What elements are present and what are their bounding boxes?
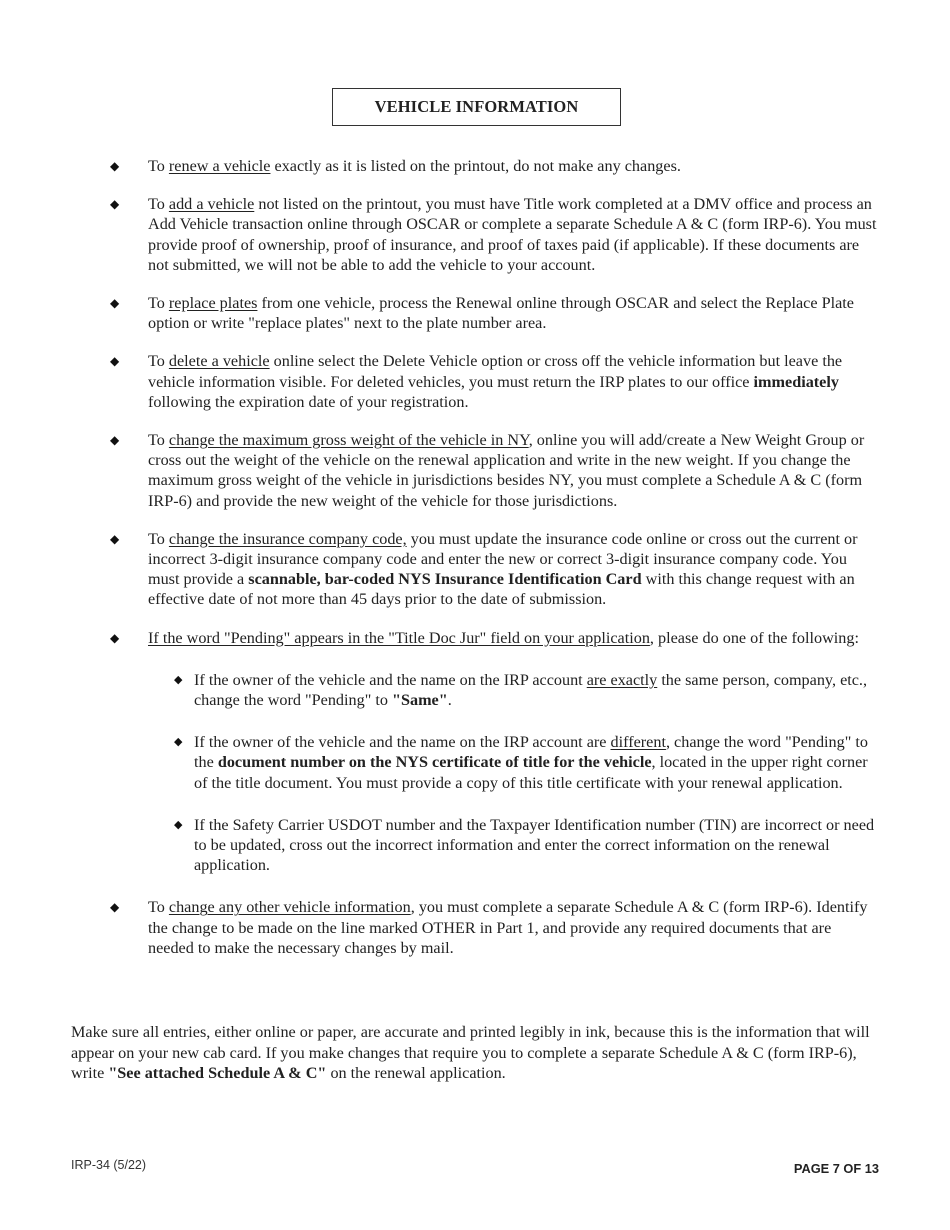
list-item-text: To renew a vehicle exactly as it is listed on the printout, do not make any changes. [148, 157, 681, 175]
list-item-text: To replace plates from one vehicle, process the Renewal online through OSCAR and select the Replace Plate option or write "replace plates" next to the plate number area. [148, 294, 854, 333]
closing-paragraph: Make sure all entries, either online or paper, are accurate and printed legibly in ink, because this is the information that will appear on your new cab card. If you make changes that require you to complete a separate Schedule A & C (form IRP-6), write "See attached Schedule A & C" on the renewal application. [71, 1023, 870, 1082]
sub-list-item [174, 732, 880, 793]
sub-bullet-list [174, 670, 880, 876]
diamond-bullet-icon: ◆ [110, 630, 120, 645]
form-id: IRP-34 (5/22) [71, 1158, 147, 1172]
sub-list-item-text: If the owner of the vehicle and the name on the IRP account are different, change the word "Pending" to the document number on the NYS certificate of title for the vehicle, located in the upper right corner of the title document. You must provide a copy of this title certificate with your renewal application. [194, 733, 868, 792]
sub-list-item-text: If the Safety Carrier USDOT number and the Taxpayer Identification number (TIN) are incorrect or need to be updated, cross out the incorrect information and enter the correct information on the renewal application. [194, 815, 875, 875]
diamond-bullet-icon: ◆ [110, 296, 120, 311]
list-item-text: To change the insurance company code, you must update the insurance code online or cross out the current or incorrect 3-digit insurance company code and enter the new or correct 3-digit insurance company code. You must provide a scannable, bar-coded NYS Insurance Identification Card with this change request with an effective date of not more than 45 days prior to the date of submission. [148, 529, 858, 609]
diamond-bullet-icon: ◆ [110, 159, 120, 173]
list-item [110, 430, 880, 511]
list-item-text: To change any other vehicle information, you must complete a separate Schedule A & C (form IRP-6). Identify the change to be made on the line marked OTHER in Part 1, and provide any required documents that are needed to make the necessary changes by mail. [148, 898, 868, 957]
bullet-list [110, 156, 880, 976]
list-item [110, 156, 880, 176]
diamond-bullet-icon: ◆ [110, 531, 120, 546]
list-item [110, 529, 880, 610]
page-number: PAGE 7 OF 13 [793, 1161, 879, 1176]
list-item [110, 351, 880, 412]
page-title-text: VEHICLE INFORMATION [374, 97, 579, 116]
diamond-bullet-icon: ◆ [174, 735, 183, 749]
list-item [110, 293, 880, 333]
list-item-text: To change the maximum gross weight of the vehicle in NY, online you will add/create a New Weight Group or cross out the weight of the vehicle on the renewal application and write in the new weight. If you change the maximum gross weight of the vehicle in jurisdictions besides NY, you must complete a Schedule A & C (form IRP-6) and provide the new weight of the vehicle for those jurisdictions. [148, 431, 865, 510]
list-item [110, 897, 880, 958]
diamond-bullet-icon: ◆ [110, 354, 120, 369]
diamond-bullet-icon: ◆ [174, 672, 183, 686]
list-item [110, 628, 880, 648]
sub-list-item [174, 815, 880, 876]
diamond-bullet-icon: ◆ [110, 197, 120, 212]
diamond-bullet-icon: ◆ [174, 817, 183, 831]
diamond-bullet-icon: ◆ [110, 433, 120, 448]
list-item-text: To delete a vehicle online select the Delete Vehicle option or cross off the vehicle information but leave the vehicle information visible. For deleted vehicles, you must return the IRP plates to our office immediately following the expiration date of your registration. [148, 352, 843, 411]
list-item-text: If the word "Pending" appears in the "Title Doc Jur" field on your application, please do one of the following: [148, 628, 859, 647]
list-item [110, 194, 880, 275]
diamond-bullet-icon: ◆ [110, 900, 120, 915]
page-title [332, 88, 621, 126]
list-item-text: To add a vehicle not listed on the printout, you must have Title work completed at a DMV office and process an Add Vehicle transaction online through OSCAR or complete a separate Schedule A & C (form IRP-6). You must provide proof of ownership, proof of insurance, and proof of taxes paid (if applicable). If these documents are not submitted, we will not be able to add the vehicle to your account. [148, 195, 877, 274]
sub-list-item [174, 670, 880, 710]
sub-list-item-text: If the owner of the vehicle and the name on the IRP account are exactly the same person, company, etc., change the word "Pending" to "Same". [194, 670, 868, 710]
